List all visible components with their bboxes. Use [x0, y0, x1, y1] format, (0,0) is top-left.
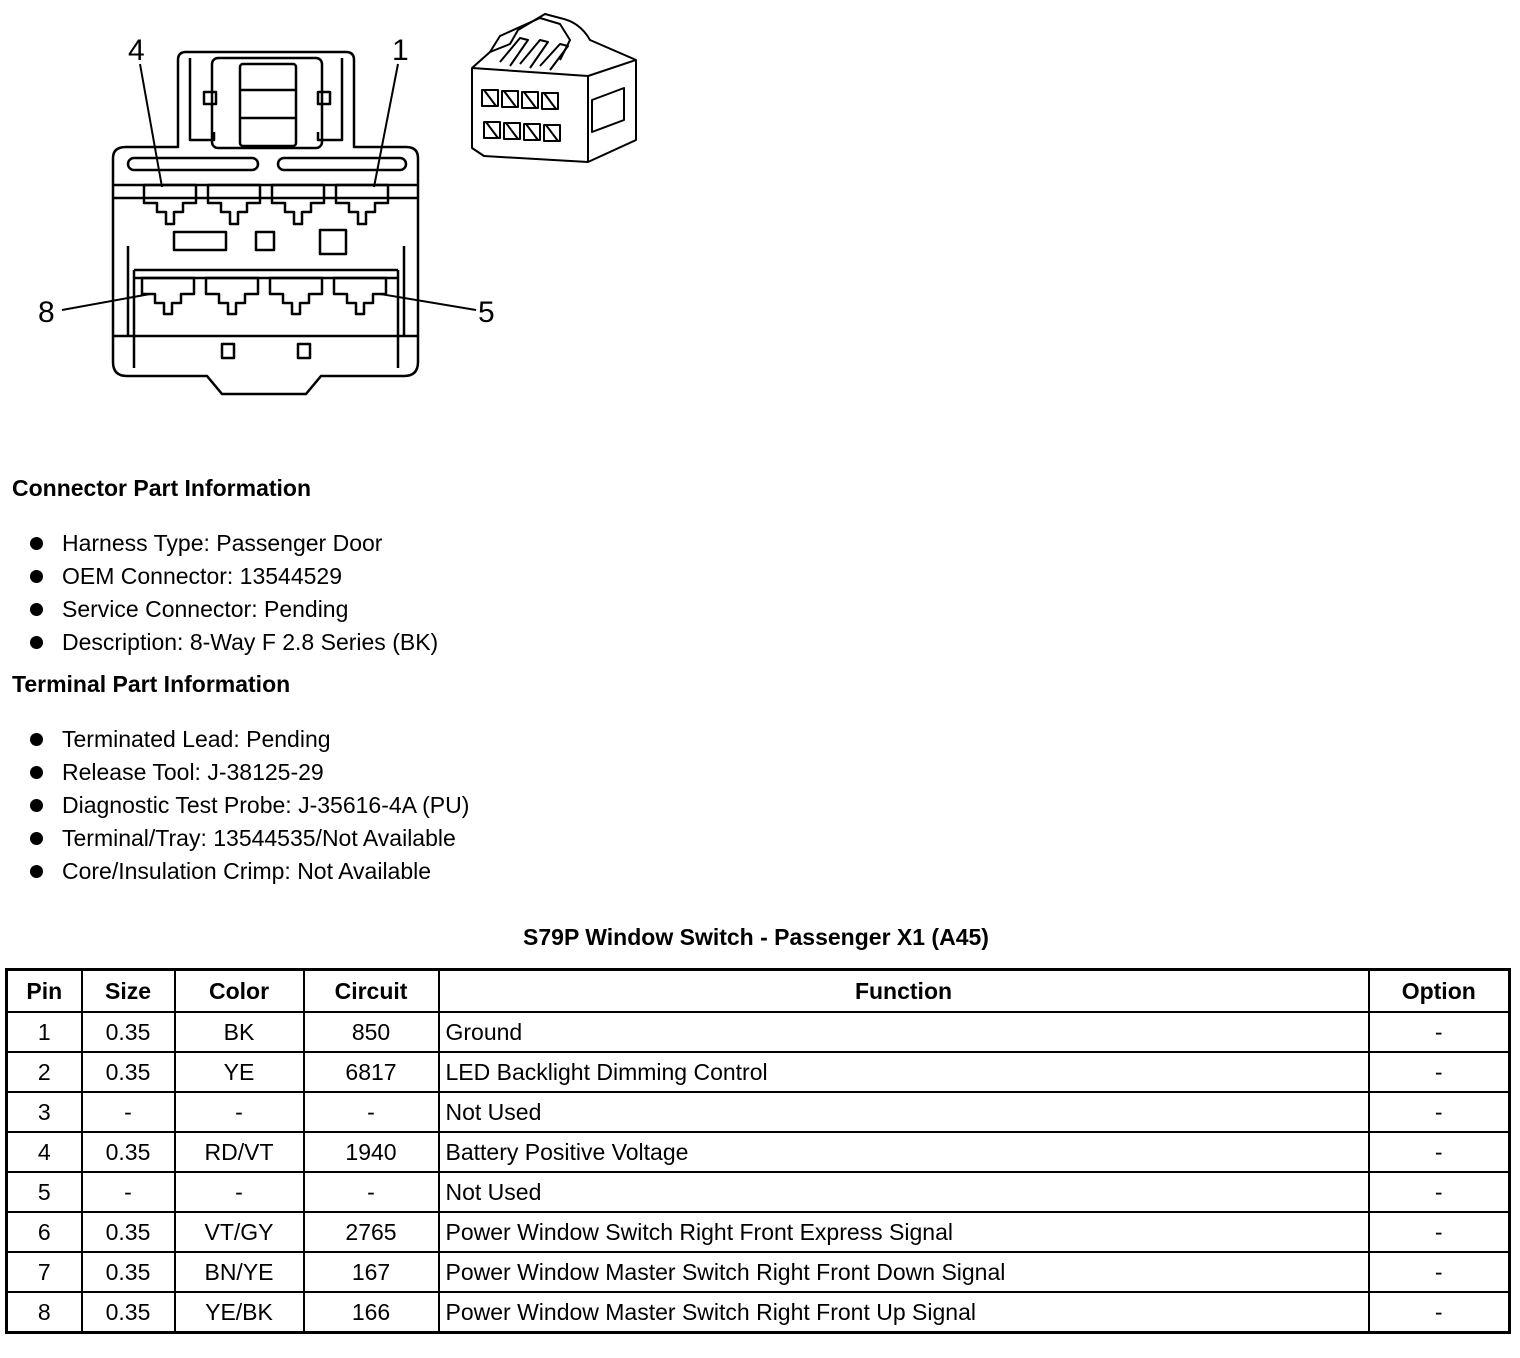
cell-function: Ground: [439, 1012, 1369, 1052]
cell-function: Power Window Switch Right Front Express Signal: [439, 1212, 1369, 1252]
cell-size: 0.35: [82, 1292, 175, 1333]
pin-label-5: 5: [478, 296, 495, 329]
connector-face-view: [113, 52, 418, 394]
table-row: [7, 1052, 1510, 1092]
header-color: Color: [175, 970, 304, 1013]
table-row: [7, 1292, 1510, 1333]
list-item: Harness Type: Passenger Door: [28, 527, 438, 560]
cell-option: -: [1369, 1292, 1510, 1333]
connector-isometric-view: [472, 14, 636, 162]
cell-pin: 3: [7, 1092, 82, 1132]
list-item: Release Tool: J-38125-29: [28, 756, 469, 789]
cell-function: LED Backlight Dimming Control: [439, 1052, 1369, 1092]
cell-circuit: 850: [304, 1012, 439, 1052]
cell-pin: 1: [7, 1012, 82, 1052]
cell-size: 0.35: [82, 1212, 175, 1252]
table-title: S79P Window Switch - Passenger X1 (A45): [523, 924, 989, 950]
terminal-info-list: [28, 723, 469, 888]
cell-function: Not Used: [439, 1172, 1369, 1212]
cell-option: -: [1369, 1252, 1510, 1292]
cell-pin: 5: [7, 1172, 82, 1212]
table-row: [7, 1132, 1510, 1172]
terminal-info-heading: Terminal Part Information: [12, 671, 291, 697]
cell-size: 0.35: [82, 1052, 175, 1092]
list-item: Description: 8-Way F 2.8 Series (BK): [28, 626, 438, 659]
cell-color: YE: [175, 1052, 304, 1092]
cell-pin: 2: [7, 1052, 82, 1092]
cell-circuit: 166: [304, 1292, 439, 1333]
cell-function: Battery Positive Voltage: [439, 1132, 1369, 1172]
table-row: [7, 1092, 1510, 1132]
connector-info-list: [28, 527, 438, 659]
cell-option: -: [1369, 1092, 1510, 1132]
header-pin: Pin: [7, 970, 82, 1013]
cell-circuit: -: [304, 1172, 439, 1212]
pin-label-1: 1: [392, 34, 409, 67]
cell-function: Power Window Master Switch Right Front Up Signal: [439, 1292, 1369, 1333]
cell-option: -: [1369, 1212, 1510, 1252]
cell-option: -: [1369, 1012, 1510, 1052]
list-item: OEM Connector: 13544529: [28, 560, 438, 593]
cell-function: Power Window Master Switch Right Front Down Signal: [439, 1252, 1369, 1292]
cell-size: 0.35: [82, 1132, 175, 1172]
cell-pin: 8: [7, 1292, 82, 1333]
cell-circuit: 1940: [304, 1132, 439, 1172]
list-item: Diagnostic Test Probe: J-35616-4A (PU): [28, 789, 469, 822]
cell-circuit: 167: [304, 1252, 439, 1292]
table-header-row: [7, 970, 1510, 1013]
table-row: [7, 1012, 1510, 1052]
table-row: [7, 1172, 1510, 1212]
header-option: Option: [1369, 970, 1510, 1013]
list-item: Terminal/Tray: 13544535/Not Available: [28, 822, 469, 855]
cell-size: 0.35: [82, 1252, 175, 1292]
pinout-table: [5, 968, 1511, 1334]
cell-size: 0.35: [82, 1012, 175, 1052]
cell-circuit: 2765: [304, 1212, 439, 1252]
cell-color: -: [175, 1092, 304, 1132]
pin-label-8: 8: [38, 296, 55, 329]
table-row: [7, 1212, 1510, 1252]
cell-color: YE/BK: [175, 1292, 304, 1333]
cell-function: Not Used: [439, 1092, 1369, 1132]
header-size: Size: [82, 970, 175, 1013]
table-row: [7, 1252, 1510, 1292]
list-item: Core/Insulation Crimp: Not Available: [28, 855, 469, 888]
cell-option: -: [1369, 1052, 1510, 1092]
header-function: Function: [439, 970, 1369, 1013]
cell-color: BN/YE: [175, 1252, 304, 1292]
cell-option: -: [1369, 1172, 1510, 1212]
connector-info-heading: Connector Part Information: [12, 475, 312, 501]
cell-pin: 6: [7, 1212, 82, 1252]
list-item: Service Connector: Pending: [28, 593, 438, 626]
cell-circuit: 6817: [304, 1052, 439, 1092]
header-circuit: Circuit: [304, 970, 439, 1013]
cell-size: -: [82, 1092, 175, 1132]
cell-pin: 7: [7, 1252, 82, 1292]
pin-label-4: 4: [128, 34, 145, 67]
cell-size: -: [82, 1172, 175, 1212]
cell-color: -: [175, 1172, 304, 1212]
cell-color: BK: [175, 1012, 304, 1052]
cell-option: -: [1369, 1132, 1510, 1172]
cell-pin: 4: [7, 1132, 82, 1172]
list-item: Terminated Lead: Pending: [28, 723, 469, 756]
cell-color: VT/GY: [175, 1212, 304, 1252]
connector-diagram: [0, 0, 660, 410]
cell-color: RD/VT: [175, 1132, 304, 1172]
cell-circuit: -: [304, 1092, 439, 1132]
pin-leader-lines: [62, 64, 476, 310]
